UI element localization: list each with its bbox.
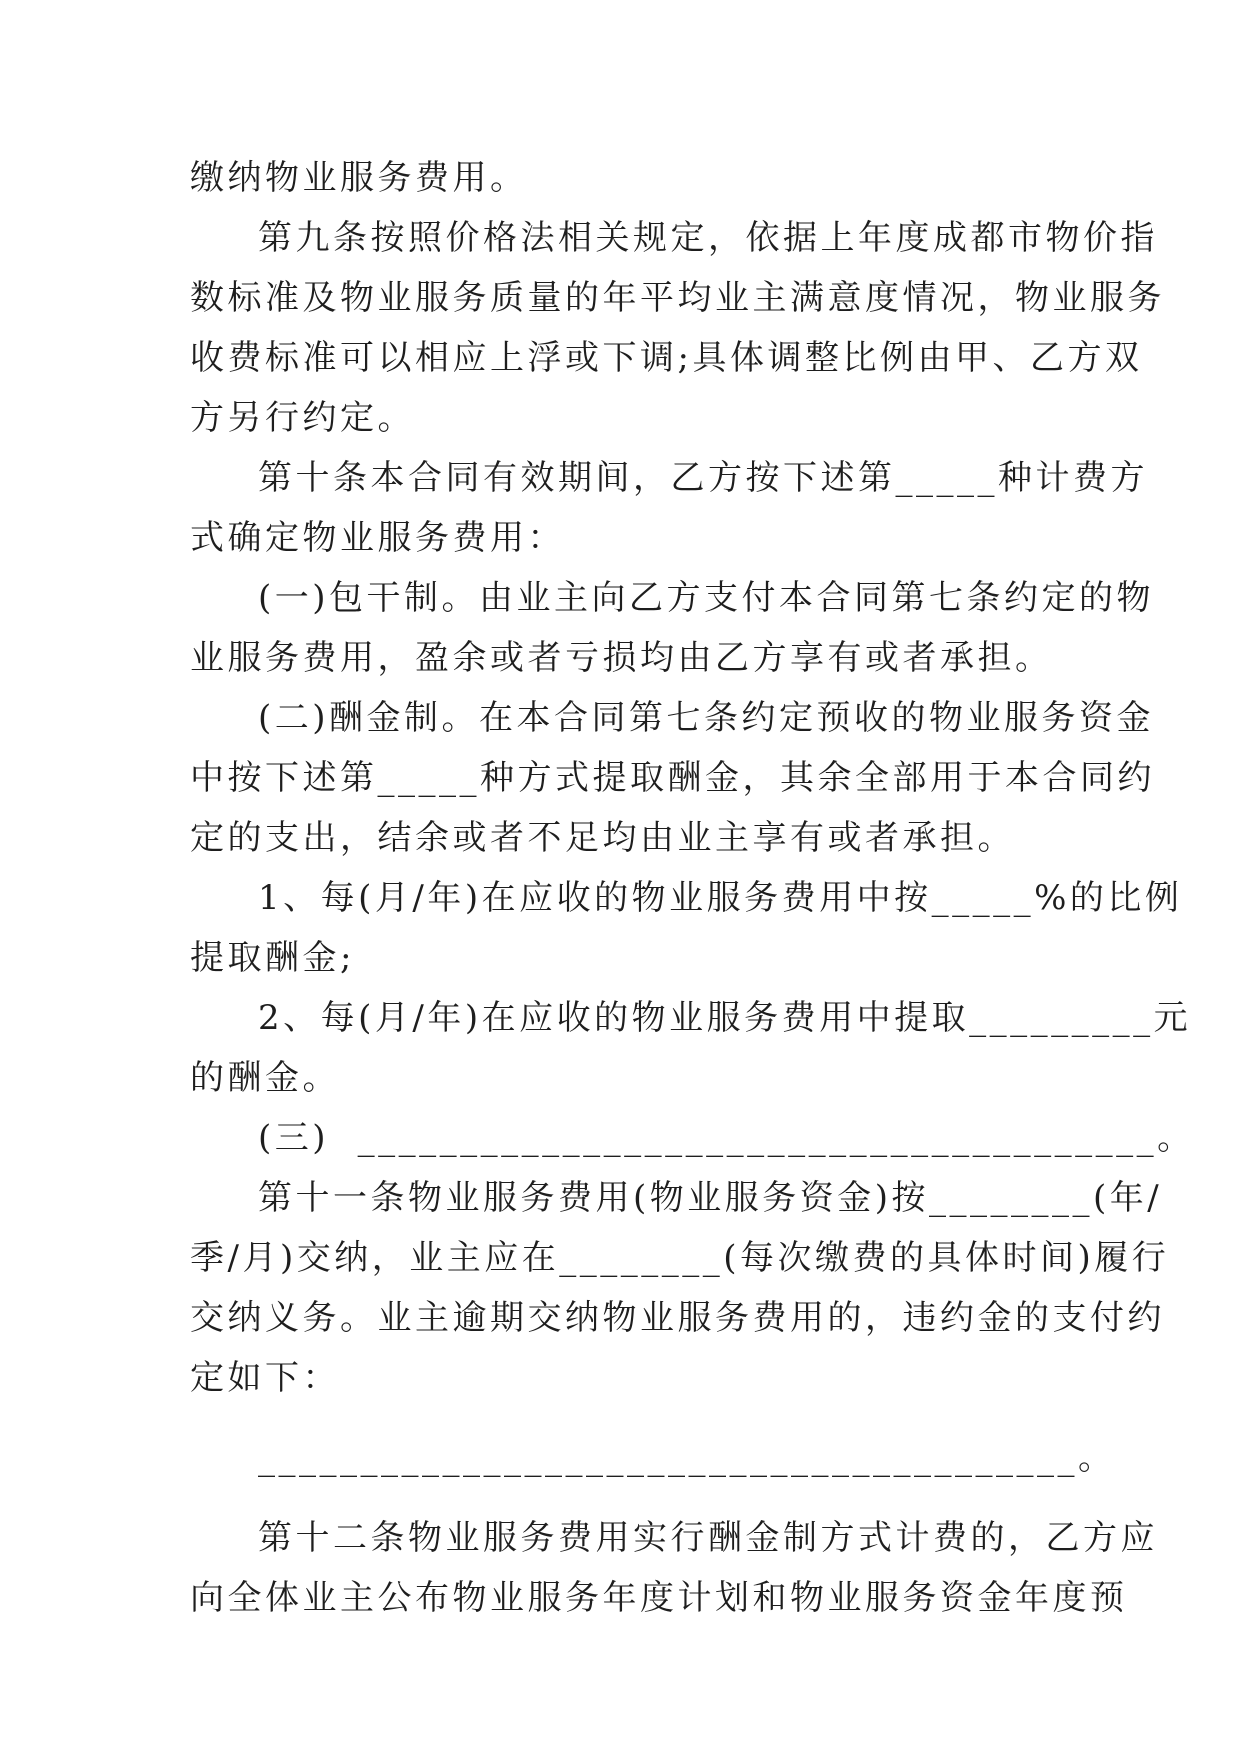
text-line: 收费标准可以相应上浮或下调;具体调整比例由甲、乙方双 xyxy=(190,338,1143,378)
text-line: 交纳义务。业主逾期交纳物业服务费用的，违约金的支付约 xyxy=(190,1298,1165,1338)
text-line: (二)酬金制。在本合同第七条约定预收的物业服务资金 xyxy=(258,698,1155,738)
text-line: 向全体业主公布物业服务年度计划和物业服务资金年度预 xyxy=(190,1578,1128,1618)
text-line: (三) _______________________________________。 xyxy=(258,1118,1195,1158)
paragraph-gap xyxy=(190,1408,1054,1428)
text-line: 定如下： xyxy=(190,1358,340,1398)
text-line: 业服务费用，盈余或者亏损均由乙方享有或者承担。 xyxy=(190,638,1053,678)
text-line: 数标准及物业服务质量的年平均业主满意度情况，物业服务 xyxy=(190,278,1165,318)
text-line: (一)包干制。由业主向乙方支付本合同第七条约定的物 xyxy=(258,578,1155,618)
text-line: 缴纳物业服务费用。 xyxy=(190,158,528,198)
text-line: 中按下述第_____种方式提取酬金，其余全部用于本合同约 xyxy=(190,758,1155,798)
document-page xyxy=(190,148,1195,1628)
text-line: 提取酬金; xyxy=(190,938,355,978)
text-line: 第十一条物业服务费用(物业服务资金)按________(年/ xyxy=(258,1178,1163,1218)
text-line: 2、每(月/年)在应收的物业服务费用中提取_________元 xyxy=(258,998,1192,1038)
text-line: 式确定物业服务费用： xyxy=(190,518,565,558)
text-line: 第十条本合同有效期间，乙方按下述第_____种计费方 xyxy=(258,458,1148,498)
text-line: 1、每(月/年)在应收的物业服务费用中按_____%的比例 xyxy=(258,878,1183,918)
text-line: 第十二条物业服务费用实行酬金制方式计费的，乙方应 xyxy=(258,1518,1158,1558)
text-line: 的酬金。 xyxy=(190,1058,340,1098)
text-line: 定的支出，结余或者不足均由业主享有或者承担。 xyxy=(190,818,1015,858)
text-line: 方另行约定。 xyxy=(190,398,415,438)
text-line: ________________________________________。 xyxy=(258,1438,1116,1478)
text-line: 第九条按照价格法相关规定，依据上年度成都市物价指 xyxy=(258,218,1158,258)
paragraph-gap xyxy=(190,1488,1054,1508)
text-line: 季/月)交纳，业主应在________(每次缴费的具体时间)履行 xyxy=(190,1238,1170,1278)
